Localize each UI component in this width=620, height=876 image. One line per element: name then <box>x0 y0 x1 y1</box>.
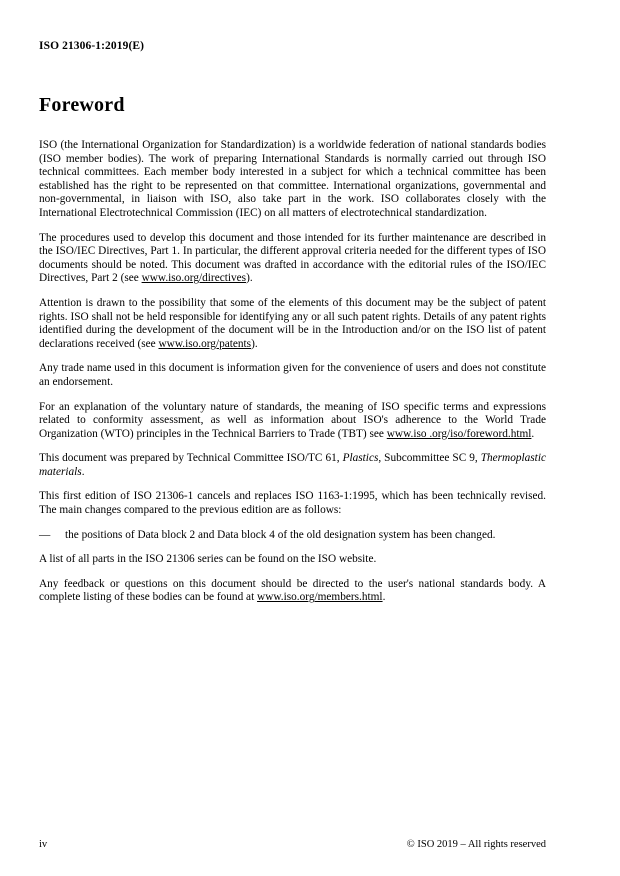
document-reference-header: ISO 21306-1:2019(E) <box>39 40 145 52</box>
paragraph-committee-suffix: . <box>81 465 85 478</box>
paragraph-procedures-suffix: ). <box>246 272 253 285</box>
copyright-notice: © ISO 2019 – All rights reserved <box>406 839 546 850</box>
paragraph-patent-rights-text: Attention is drawn to the possibility that some of the elements of this document may be the subject of patent rights. ISO shall not be held responsible for identifying any or all such patent rights. Details of any patent rights identified during the development of the document will be in the Introduction and/or on the ISO list of patent declarations received (see <box>39 296 546 350</box>
paragraph-first-edition: This first edition of ISO 21306-1 cancels and replaces ISO 1163-1:1995, which has been technically revised. The main changes compared to the previous edition are as follows: <box>39 490 546 517</box>
paragraph-committee <box>39 452 546 479</box>
paragraph-iso-intro: ISO (the International Organization for Standardization) is a worldwide federation of national standards bodies (ISO member bodies). The work of preparing International Standards is normally carried out through ISO technical committees. Each member body interested in a subject for which a technical committee has been established has the right to be represented on that committee. International organizations, governmental and non-governmental, in liaison with ISO, also take part in the work. ISO collaborates closely with the International Electrotechnical Commission (IEC) on all matters of electrotechnical standardization. <box>39 139 546 219</box>
paragraph-feedback-suffix: . <box>382 591 386 604</box>
paragraph-procedures <box>39 232 546 286</box>
list-item-text: the positions of Data block 2 and Data block 4 of the old designation system has been changed. <box>65 528 496 541</box>
committee-field-plastics: Plastics <box>342 452 379 465</box>
paragraph-feedback <box>39 578 546 605</box>
paragraph-feedback-text: Any feedback or questions on this document should be directed to the user's national standards body. A complete listing of these bodies can be found at <box>39 577 546 604</box>
paragraph-parts-list: A list of all parts in the ISO 21306 series can be found on the ISO website. <box>39 553 377 566</box>
page-number: iv <box>39 839 48 850</box>
paragraph-voluntary-nature-suffix: . <box>531 427 535 440</box>
paragraph-procedures-text: The procedures used to develop this document and those intended for its further maintenance are described in the ISO/IEC Directives, Part 1. In particular, the different approval criteria needed for the different types of ISO documents should be noted. This document was drafted in accordance with the editorial rules of the ISO/IEC Directives, Part 2 (see <box>39 231 546 285</box>
list-item <box>39 529 546 543</box>
page-footer <box>39 839 581 850</box>
paragraph-patent-rights-suffix: ). <box>251 337 258 350</box>
paragraph-patent-rights <box>39 297 546 351</box>
link-iso-members[interactable]: www.iso.org/members.html <box>257 591 383 604</box>
list-dash-marker: — <box>39 528 51 541</box>
paragraph-voluntary-nature-text: For an explanation of the voluntary nature of standards, the meaning of ISO specific terms and expressions related to conformity assessment, as well as information about ISO's adherence to the World Trade Organization (WTO) principles in the Technical Barriers to Trade (TBT) see <box>39 400 546 440</box>
paragraph-trade-name: Any trade name used in this document is information given for the convenience of users and does not constitute an endorsement. <box>39 362 546 388</box>
page-title: Foreword <box>39 94 125 116</box>
paragraph-committee-text: This document was prepared by Technical Committee ISO/TC 61, <box>39 452 343 465</box>
link-iso-directives[interactable]: www.iso.org/directives <box>141 272 247 285</box>
paragraph-committee-mid: , Subcommittee SC 9, <box>378 452 481 465</box>
committee-field-thermoplastic: Thermoplastic materials <box>39 452 546 478</box>
link-iso-foreword[interactable]: www.iso .org/iso/foreword.html <box>386 427 532 440</box>
document-body <box>39 94 546 605</box>
paragraph-voluntary-nature <box>39 401 546 442</box>
link-iso-patents[interactable]: www.iso.org/patents <box>158 337 252 350</box>
